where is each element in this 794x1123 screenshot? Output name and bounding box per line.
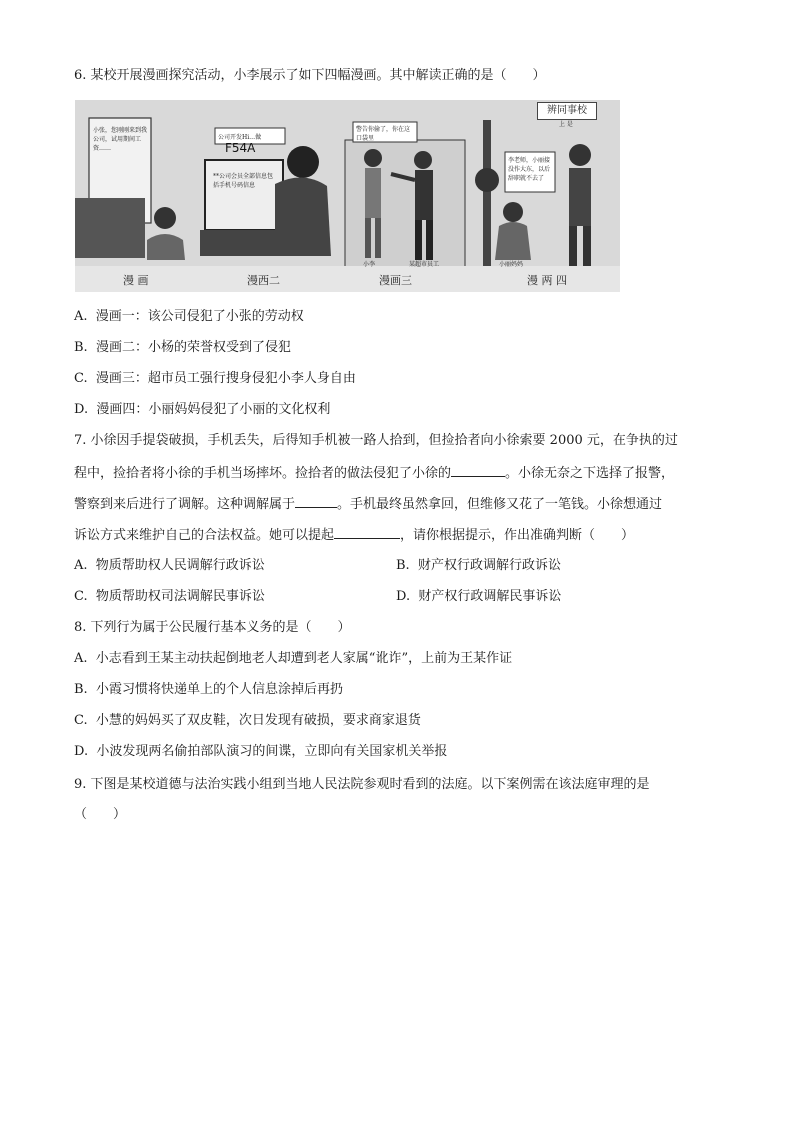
panel3-boy-body	[365, 168, 381, 218]
q8-option-b: B. 小霞习惯将快递单上的个人信息涂掉后再扔	[74, 682, 343, 697]
panel3-label-left: 小李	[363, 261, 376, 268]
panel4-pole	[483, 120, 491, 270]
panel3-guard-body	[415, 170, 433, 220]
panel1-girl-body	[147, 234, 185, 260]
comic-strip	[75, 100, 620, 292]
q7-option-d: D. 财产权行政调解民事诉讼	[396, 589, 562, 604]
q7-option-b: B. 财产权行政调解行政诉讼	[396, 558, 561, 573]
panel4-sign: 辨同事校	[537, 102, 597, 120]
q8-option-c: C. 小慧的妈妈买了双皮鞋，次日发现有破损，要求商家退货	[74, 713, 421, 728]
panel4-caption: 漫 两 四	[527, 274, 567, 287]
q6-stem: 6. 某校开展漫画探究活动，小李展示了如下四幅漫画。其中解读正确的是（ ）	[74, 68, 546, 83]
panel4-teacher-head	[569, 144, 591, 166]
panel4-bubble-text: 李老师，小丽接没作大东，以后辞职就不去了	[508, 157, 551, 182]
q9-line-1: 9. 下图是某校道德与法治实践小组到当地人民法院参观时看到的法庭。以下案例需在该法庭审理的是	[74, 777, 650, 792]
panel2-man-body	[275, 177, 331, 256]
panel1-girl-head	[154, 207, 176, 229]
panel3-label-right: 某超市员工	[409, 261, 440, 268]
panel3-boy-head	[364, 149, 382, 167]
q7-line-3: 警察到来后进行了调解。这种调解属于 。手机最终虽然拿回，但维修又花了一笔钱。小徐想通过	[74, 494, 662, 514]
panel3-door	[345, 140, 465, 270]
q7-option-c: C. 物质帮助权司法调解民事诉讼	[74, 589, 265, 604]
q6-option-c: C. 漫画三：超市员工强行搜身侵犯小李人身自由	[74, 371, 356, 386]
q6-option-d: D. 漫画四：小丽妈妈侵犯了小丽的文化权利	[74, 402, 331, 417]
panel4-mother-body	[495, 222, 531, 260]
q7-blank-1	[451, 463, 505, 477]
panel2-code: F54A	[225, 141, 256, 155]
q6-option-b: B. 漫画二：小杨的荣誉权受到了侵犯	[74, 340, 291, 355]
panel3-guard-head	[414, 151, 432, 169]
q8-stem: 8. 下列行为属于公民履行基本义务的是（ ）	[74, 620, 351, 635]
panel4-sign-sub: 上 是	[559, 121, 573, 128]
panel4-mother-head	[503, 202, 523, 222]
q7-blank-3	[334, 525, 400, 539]
comic-illustration	[75, 100, 620, 292]
panel2-caption: 漫西二	[247, 274, 280, 287]
panel1-caption: 漫 画	[123, 274, 149, 287]
panel4-teacher-body	[569, 168, 591, 226]
q7-blank-2	[295, 494, 337, 508]
q9-line-2: （ ）	[74, 807, 127, 822]
panel3-caption: 漫画三	[379, 274, 412, 287]
q6-option-a: A. 漫画一：该公司侵犯了小张的劳动权	[74, 309, 304, 324]
panel2-bubble-text: 公司开发Hi…做	[218, 134, 262, 141]
panel1-notice-text: 小张，您刚刚来到我公司，试用期间工资……	[93, 127, 148, 152]
q7-option-a: A. 物质帮助权人民调解行政诉讼	[74, 558, 265, 573]
panel4-label: 小丽妈妈	[499, 261, 524, 268]
panel3-bubble-text: 警告你偷了，你在这口袋里	[356, 126, 411, 142]
panel1-chair	[75, 198, 145, 258]
q8-option-a: A. 小志看到王某主动扶起倒地老人却遭到老人家属“讹诈”，上前为王某作证	[74, 651, 513, 666]
panel2-monitor	[205, 160, 283, 230]
q8-option-d: D. 小波发现两名偷拍部队演习的间谍，立即向有关国家机关举报	[74, 744, 448, 759]
q7-line-4: 诉讼方式来维护自己的合法权益。她可以提起 ，请你根据提示，作出准确判断（ ）	[74, 525, 634, 545]
q7-line-1: 7. 小徐因手提袋破损，手机丢失，后得知手机被一路人拾到，但捡拾者向小徐索要 2000 元，在争执的过	[74, 433, 678, 448]
q7-line-2: 程中，捡拾者将小徐的手机当场摔坏。捡拾者的做法侵犯了小徐的 。小徐无奈之下选择了报警，	[74, 463, 674, 483]
panel2-screen-text: **公司会员全部信息包括手机号码信息	[213, 173, 274, 189]
panel2-man-head	[287, 146, 319, 178]
